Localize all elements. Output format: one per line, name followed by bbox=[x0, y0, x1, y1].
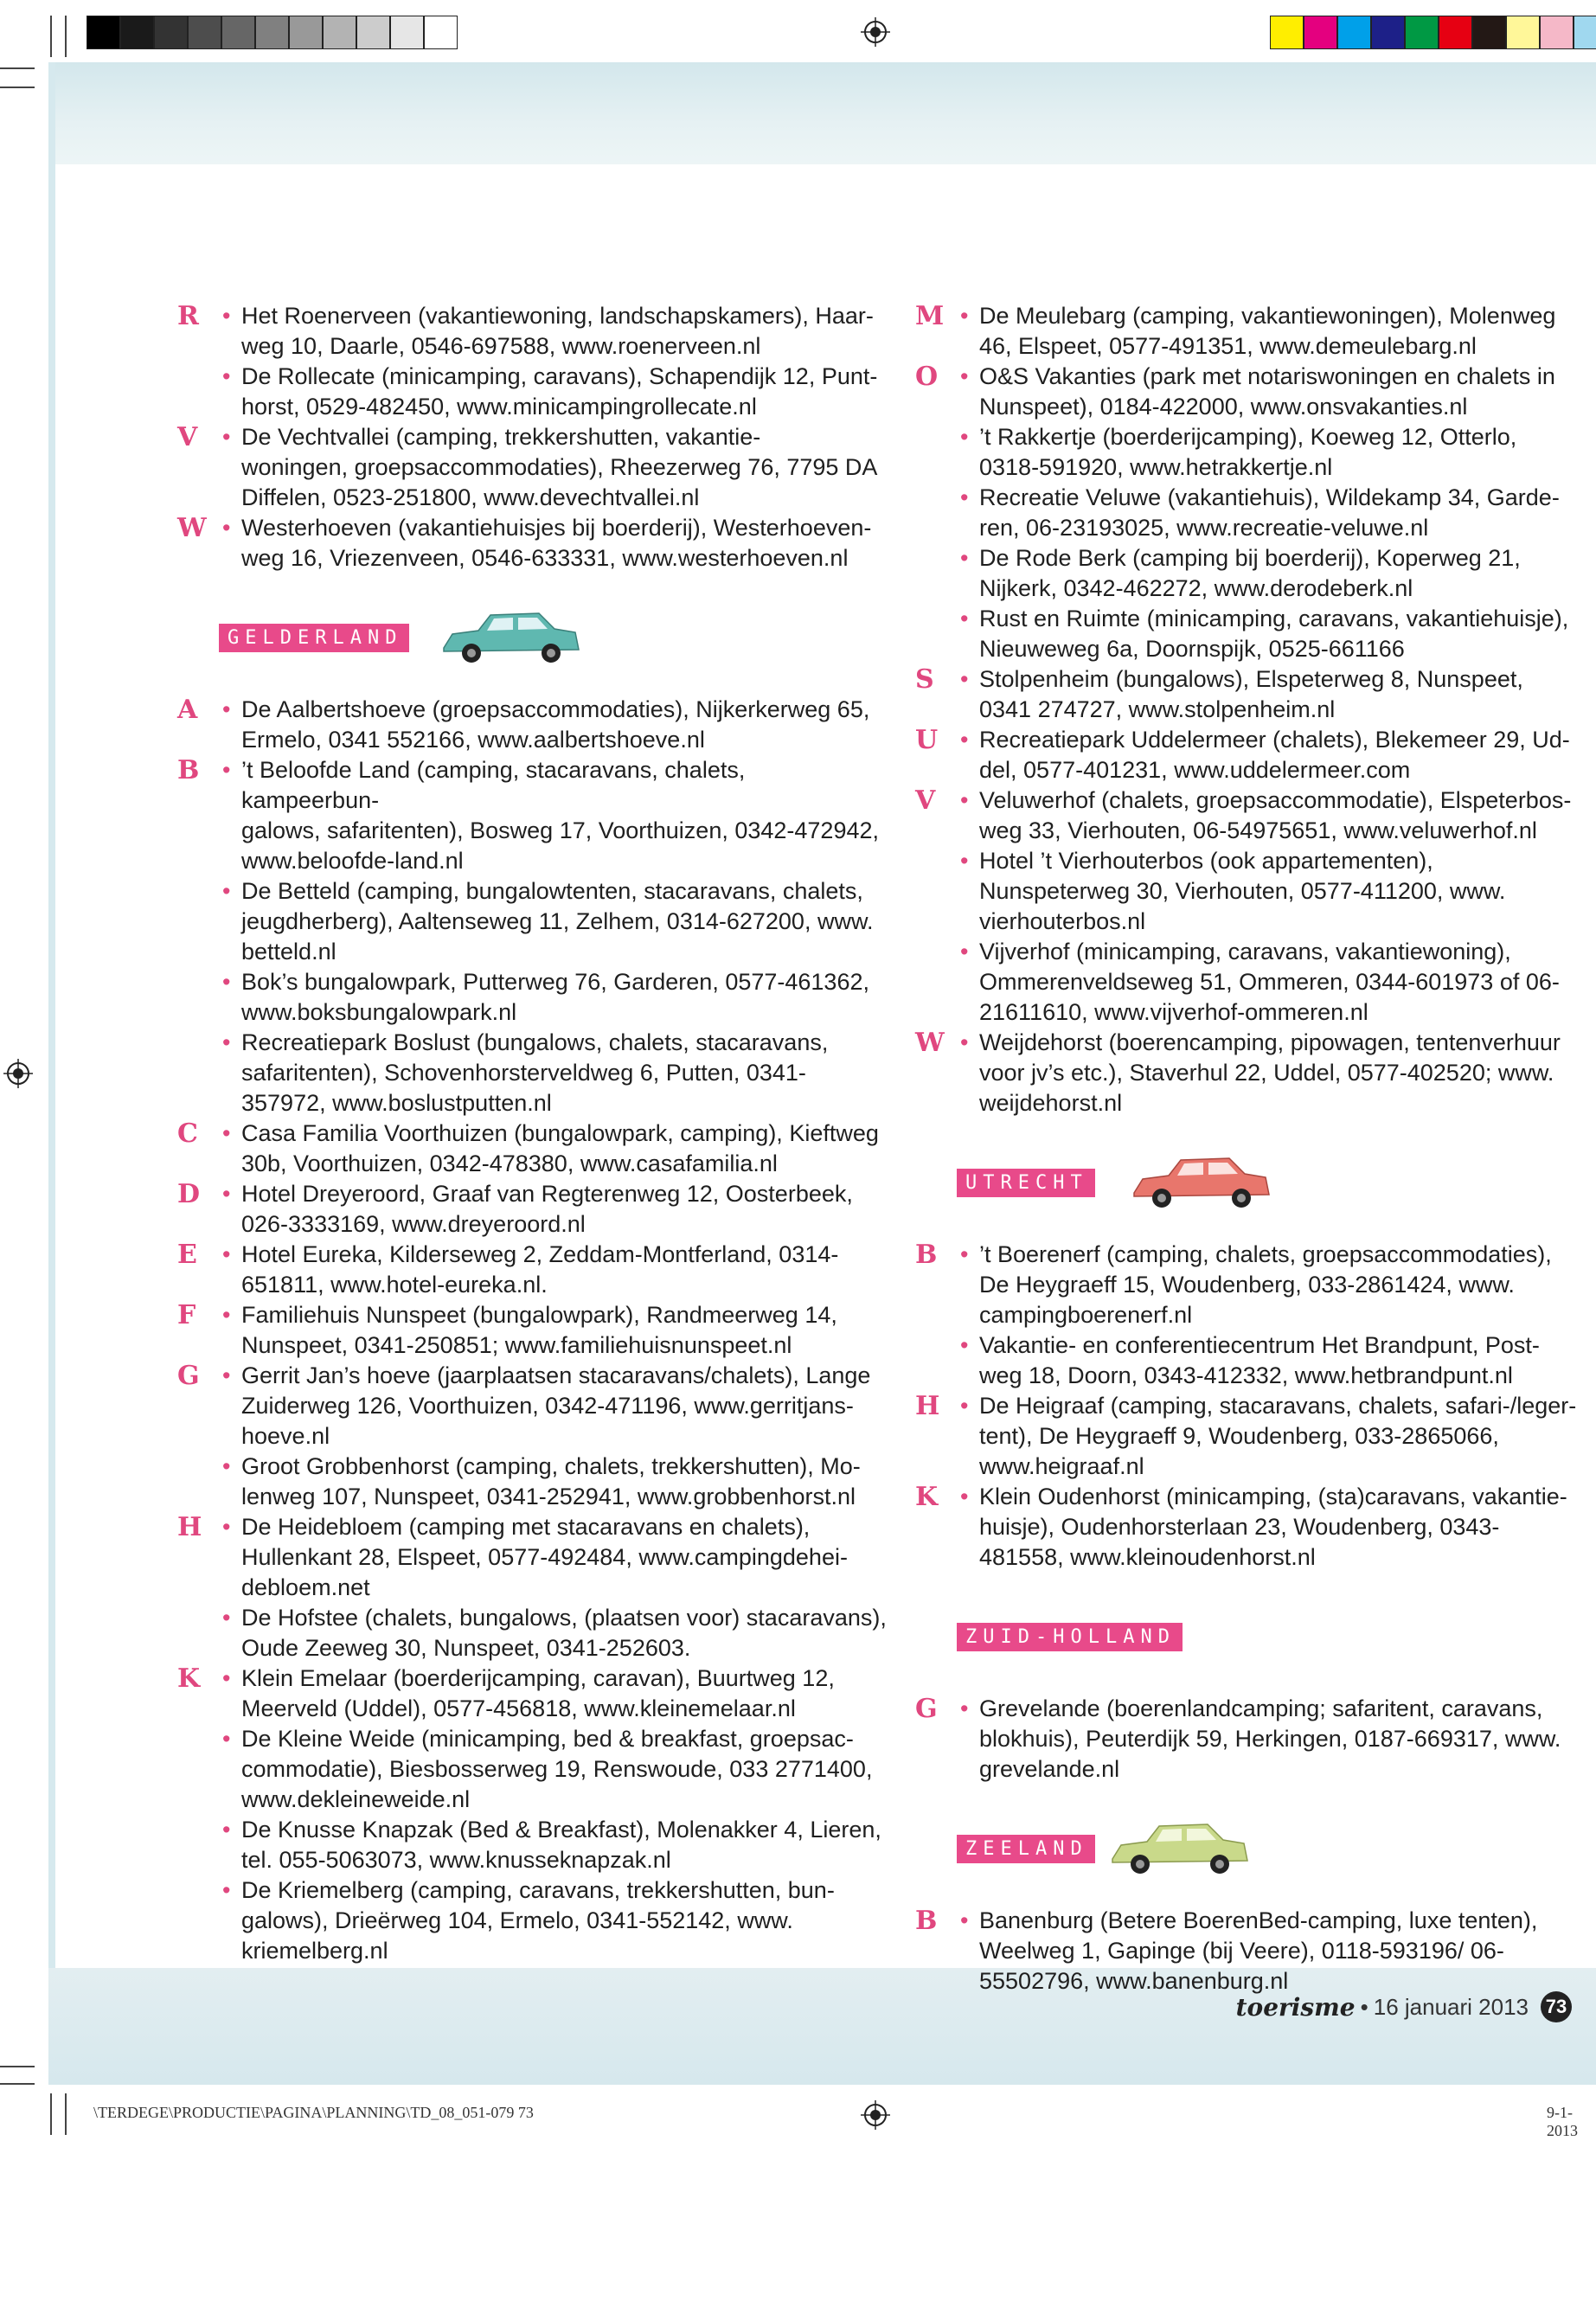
crop-mark bbox=[0, 2083, 35, 2085]
slug-file-path: \TERDEGE\PRODUCTIE\PAGINA\PLANNING\TD_08_051-079 73 bbox=[93, 2104, 534, 2121]
crop-mark bbox=[0, 67, 35, 69]
listing-text-line: De Betteld (camping, bungalowtenten, stacaravans, chalets, bbox=[241, 878, 863, 904]
page-header-band bbox=[48, 62, 1596, 164]
listing-entry bbox=[915, 422, 1596, 483]
listing-text-line: 0341 274727, www.stolpenheim.nl bbox=[979, 696, 1336, 722]
index-letter: B bbox=[915, 1240, 938, 1270]
listing-text-line: huisje), Oudenhorsterlaan 23, Woudenberg, 0343- bbox=[979, 1514, 1500, 1540]
listing-entry bbox=[177, 1028, 887, 1118]
listing-text-line: Grevelande (boerenlandcamping; safaritent, caravans, bbox=[979, 1695, 1543, 1721]
listing-entry bbox=[177, 967, 887, 1028]
crop-mark bbox=[0, 87, 35, 88]
color-swatch bbox=[221, 16, 255, 49]
listing-text-line: De Heygraeff 15, Woudenberg, 033-2861424, www. bbox=[979, 1272, 1515, 1298]
entry-list bbox=[915, 1906, 1596, 1997]
listing-text-line: Hullenkant 28, Elspeet, 0577-492484, www.campingdehei- bbox=[241, 1544, 848, 1570]
listing-text-line: www.dekleineweide.nl bbox=[241, 1786, 471, 1812]
listing-text-line: weg 10, Daarle, 0546-697588, www.roenerveen.nl bbox=[241, 333, 761, 359]
process-color-bar bbox=[1270, 16, 1596, 49]
listing-text-line: del, 0577-401231, www.uddelermeer.com bbox=[979, 757, 1411, 783]
listing-text-line: tel. 055-5063073, www.knusseknapzak.nl bbox=[241, 1847, 671, 1873]
bullet-icon: • bbox=[960, 787, 969, 813]
listing-text-line: De Aalbertshoeve (groepsaccommodaties), Nijkerkerweg 65, bbox=[241, 696, 870, 722]
listing-text-line: Recreatiepark Uddelermeer (chalets), Blekemeer 29, Ud- bbox=[979, 727, 1570, 753]
crop-mark bbox=[65, 2093, 67, 2135]
listing-text-line: Meerveld (Uddel), 0577-456818, www.kleinemelaar.nl bbox=[241, 1695, 796, 1721]
listing-entry bbox=[915, 543, 1596, 604]
listing-text-line: Het Roenerveen (vakantiewoning, landschapskamers), Haar- bbox=[241, 303, 874, 329]
listing-text-line: Recreatie Veluwe (vakantiehuis), Wildekamp 34, Garde- bbox=[979, 484, 1560, 510]
color-swatch bbox=[1439, 16, 1472, 49]
listing-text-line: woningen, groepsaccommodaties), Rheezerweg 76, 7795 DA bbox=[241, 454, 878, 480]
listing-entry bbox=[915, 846, 1596, 937]
listing-text-line: weijdehorst.nl bbox=[979, 1090, 1123, 1116]
color-swatch bbox=[1574, 16, 1596, 49]
section-header-utrecht bbox=[915, 1150, 1596, 1219]
listing-text-line: Klein Emelaar (boerderijcamping, caravan), Buurtweg 12, bbox=[241, 1665, 835, 1691]
listing-entry bbox=[915, 1028, 1596, 1118]
section-title: ZUID-HOLLAND bbox=[957, 1623, 1183, 1651]
listing-text-line: De Kriemelberg (camping, caravans, trekkershutten, bun- bbox=[241, 1877, 835, 1903]
entry-list bbox=[915, 301, 1596, 1118]
index-letter: R bbox=[177, 301, 199, 331]
listing-entry bbox=[177, 1361, 887, 1452]
listing-text-line: Nunspeet), 0184-422000, www.onsvakanties.nl bbox=[979, 394, 1468, 420]
listing-entry bbox=[915, 1240, 1596, 1330]
listing-text-line: Vakantie- en conferentiecentrum Het Brandpunt, Post- bbox=[979, 1332, 1540, 1358]
listing-text-line: Rust en Ruimte (minicamping, caravans, vakantiehuisje), bbox=[979, 606, 1569, 631]
bullet-icon: • bbox=[222, 969, 231, 995]
listing-entry bbox=[177, 755, 887, 876]
bullet-icon: • bbox=[960, 939, 969, 965]
listing-text-line: Groot Grobbenhorst (camping, chalets, trekkershutten), Mo- bbox=[241, 1453, 861, 1479]
listing-text-line: www.beloofde-land.nl bbox=[241, 848, 464, 874]
listing-entry bbox=[177, 1118, 887, 1179]
color-swatch bbox=[120, 16, 154, 49]
index-letter: F bbox=[177, 1300, 196, 1330]
color-swatch bbox=[1337, 16, 1371, 49]
color-swatch bbox=[154, 16, 188, 49]
crop-mark bbox=[50, 16, 52, 57]
listing-text-line: ’t Boerenerf (camping, chalets, groepsaccommodaties), bbox=[979, 1241, 1552, 1267]
bullet-icon: • bbox=[222, 1605, 231, 1631]
listing-text-line: Familiehuis Nunspeet (bungalowpark), Randmeerweg 14, bbox=[241, 1302, 837, 1328]
listing-entry bbox=[915, 1694, 1596, 1785]
listing-text-line: 481558, www.kleinoudenhorst.nl bbox=[979, 1544, 1316, 1570]
listing-entry bbox=[177, 1663, 887, 1724]
listing-text-line: De Meulebarg (camping, vakantiewoningen), Molenweg bbox=[979, 303, 1556, 329]
color-swatch bbox=[1472, 16, 1506, 49]
listing-text-line: ren, 06-23193025, www.recreatie-veluwe.nl bbox=[979, 515, 1429, 541]
listing-text-line: jeugdherberg), Aaltenseweg 11, Zelhem, 0314-627200, www. bbox=[241, 908, 874, 934]
index-letter: G bbox=[177, 1361, 200, 1391]
listing-entry bbox=[177, 422, 887, 513]
index-letter: S bbox=[915, 664, 934, 695]
color-swatch bbox=[1371, 16, 1405, 49]
listing-entry bbox=[177, 1240, 887, 1300]
crop-mark bbox=[0, 2066, 35, 2067]
listing-text-line: Nijkerk, 0342-462272, www.derodeberk.nl bbox=[979, 575, 1413, 601]
color-swatch bbox=[390, 16, 424, 49]
listing-text-line: De Hofstee (chalets, bungalows, (plaatsen voor) stacaravans), bbox=[241, 1605, 887, 1631]
index-letter: V bbox=[177, 422, 198, 452]
listing-entry bbox=[177, 1452, 887, 1512]
index-letter: D bbox=[177, 1179, 201, 1209]
listing-text-line: Casa Familia Voorthuizen (bungalowpark, camping), Kieftweg bbox=[241, 1120, 879, 1146]
listing-entry bbox=[177, 1512, 887, 1603]
listing-entry bbox=[915, 1330, 1596, 1391]
listing-text-line: ’t Beloofde Land (camping, stacaravans, chalets, kampeerbun- bbox=[241, 757, 746, 813]
listing-entry bbox=[915, 362, 1596, 422]
left-column bbox=[177, 301, 887, 1966]
section-title: UTRECHT bbox=[957, 1169, 1095, 1197]
listing-text-line: Recreatiepark Boslust (bungalows, chalets, stacaravans, bbox=[241, 1029, 829, 1055]
index-letter: V bbox=[915, 785, 936, 816]
section-title: ZEELAND bbox=[957, 1835, 1095, 1863]
bullet-icon: • bbox=[960, 484, 969, 510]
listing-text-line: grevelande.nl bbox=[979, 1756, 1120, 1782]
index-letter: U bbox=[915, 725, 939, 755]
entry-list bbox=[177, 301, 887, 574]
index-letter: W bbox=[177, 513, 207, 543]
listing-text-line: hoeve.nl bbox=[241, 1423, 330, 1449]
listing-text-line: 357972, www.boslustputten.nl bbox=[241, 1090, 552, 1116]
color-swatch bbox=[424, 16, 458, 49]
page-side-band bbox=[48, 62, 55, 2085]
listing-text-line: Stolpenheim (bungalows), Elspeterweg 8, Nunspeet, bbox=[979, 666, 1523, 692]
listing-text-line: Diffelen, 0523-251800, www.devechtvallei.nl bbox=[241, 484, 700, 510]
bullet-icon: • bbox=[960, 848, 969, 874]
bullet-icon: • bbox=[960, 1029, 969, 1055]
color-swatch bbox=[1540, 16, 1574, 49]
color-swatch bbox=[87, 16, 120, 49]
listing-entry bbox=[915, 604, 1596, 664]
listing-text-line: tent), De Heygraeff 9, Woudenberg, 033-2865066, bbox=[979, 1423, 1499, 1449]
page-number: 73 bbox=[1541, 1991, 1572, 2022]
bullet-icon: • bbox=[960, 1332, 969, 1358]
bullet-icon: • bbox=[960, 1907, 969, 1933]
listing-entry bbox=[177, 1603, 887, 1663]
listing-text-line: blokhuis), Peuterdijk 59, Herkingen, 0187-669317, www. bbox=[979, 1726, 1561, 1752]
listing-text-line: De Heidebloem (camping met stacaravans en chalets), bbox=[241, 1514, 811, 1540]
entry-list bbox=[915, 1694, 1596, 1785]
bullet-icon: • bbox=[222, 1514, 231, 1540]
listing-text-line: 651811, www.hotel-eureka.nl. bbox=[241, 1272, 548, 1298]
bullet-icon: • bbox=[960, 363, 969, 389]
bullet-icon: • bbox=[960, 666, 969, 692]
listing-text-line: Vijverhof (minicamping, caravans, vakantiewoning), bbox=[979, 939, 1511, 965]
listing-text-line: weg 18, Doorn, 0343-412332, www.hetbrandpunt.nl bbox=[979, 1362, 1513, 1388]
bullet-icon: • bbox=[222, 1665, 231, 1691]
index-letter: C bbox=[177, 1118, 198, 1149]
section-header-zuid-holland bbox=[915, 1604, 1596, 1673]
listing-entry bbox=[915, 664, 1596, 725]
bullet-icon: • bbox=[222, 303, 231, 329]
listing-text-line: Klein Oudenhorst (minicamping, (sta)caravans, vakantie- bbox=[979, 1484, 1567, 1509]
listing-text-line: De Heigraaf (camping, stacaravans, chalets, safari-/leger- bbox=[979, 1393, 1577, 1419]
listing-text-line: Veluwerhof (chalets, groepsaccommodatie), Elspeterbos- bbox=[979, 787, 1572, 813]
index-letter: B bbox=[915, 1906, 938, 1936]
listing-text-line: galows), Drieërweg 104, Ermelo, 0341-552142, www. bbox=[241, 1907, 793, 1933]
bullet-icon: • bbox=[222, 757, 231, 783]
bullet-icon: • bbox=[960, 1695, 969, 1721]
listing-text-line: 30b, Voorthuizen, 0342-478380, www.casafamilia.nl bbox=[241, 1150, 778, 1176]
listing-text-line: weg 16, Vriezenveen, 0546-633331, www.westerhoeven.nl bbox=[241, 545, 849, 571]
listing-text-line: 0318-591920, www.hetrakkertje.nl bbox=[979, 454, 1333, 480]
listing-text-line: De Rode Berk (camping bij boerderij), Koperweg 21, bbox=[979, 545, 1521, 571]
listing-text-line: www.heigraaf.nl bbox=[979, 1453, 1144, 1479]
listing-text-line: 55502796, www.banenburg.nl bbox=[979, 1968, 1289, 1994]
listing-text-line: kriemelberg.nl bbox=[241, 1938, 388, 1964]
listing-entry bbox=[177, 876, 887, 967]
section-header-gelderland bbox=[177, 605, 887, 674]
listing-entry bbox=[915, 1482, 1596, 1573]
bullet-icon: • bbox=[222, 1817, 231, 1843]
listing-entry bbox=[177, 1300, 887, 1361]
listing-entry bbox=[915, 1906, 1596, 1997]
listing-text-line: Gerrit Jan’s hoeve (jaarplaatsen stacaravans/chalets), Lange bbox=[241, 1362, 871, 1388]
bullet-icon: • bbox=[222, 1029, 231, 1055]
bullet-icon: • bbox=[222, 1362, 231, 1388]
listing-text-line: De Vechtvallei (camping, trekkershutten, vakantie- bbox=[241, 424, 761, 450]
listing-text-line: 026-3333169, www.dreyeroord.nl bbox=[241, 1211, 586, 1237]
index-letter: A bbox=[177, 695, 198, 725]
bullet-icon: • bbox=[960, 727, 969, 753]
color-swatch bbox=[323, 16, 356, 49]
listing-text-line: De Knusse Knapzak (Bed & Breakfast), Molenakker 4, Lieren, bbox=[241, 1817, 881, 1843]
bullet-icon: • bbox=[222, 1302, 231, 1328]
bullet-icon: • bbox=[222, 696, 231, 722]
listing-text-line: Ermelo, 0341 552166, www.aalbertshoeve.nl bbox=[241, 727, 705, 753]
listing-text-line: campingboerenerf.nl bbox=[979, 1302, 1193, 1328]
index-letter: E bbox=[177, 1240, 197, 1270]
entry-list bbox=[915, 1240, 1596, 1573]
listing-text-line: weg 33, Vierhouten, 06-54975651, www.veluwerhof.nl bbox=[979, 817, 1537, 843]
bullet-icon: • bbox=[960, 606, 969, 631]
car-icon bbox=[437, 605, 584, 674]
bullet-icon: • bbox=[222, 424, 231, 450]
index-letter: K bbox=[915, 1482, 939, 1512]
bullet-icon: • bbox=[222, 515, 231, 541]
color-swatch bbox=[1270, 16, 1304, 49]
index-letter: K bbox=[177, 1663, 201, 1694]
listing-text-line: Nieuweweg 6a, Doornspijk, 0525-661166 bbox=[979, 636, 1405, 662]
index-letter: O bbox=[915, 362, 939, 392]
listing-entry bbox=[915, 785, 1596, 846]
right-column bbox=[915, 301, 1596, 1997]
footer-separator: • bbox=[1360, 1993, 1368, 2020]
bullet-icon: • bbox=[960, 424, 969, 450]
registration-mark-icon bbox=[3, 1059, 33, 1088]
listing-text-line: lenweg 107, Nunspeet, 0341-252941, www.grobbenhorst.nl bbox=[241, 1484, 856, 1509]
color-swatch bbox=[356, 16, 390, 49]
listing-entry bbox=[177, 1179, 887, 1240]
listing-text-line: Oude Zeeweg 30, Nunspeet, 0341-252603. bbox=[241, 1635, 691, 1661]
listing-entry bbox=[915, 937, 1596, 1028]
bullet-icon: • bbox=[222, 1181, 231, 1207]
listing-text-line: Nunspeterweg 30, Vierhouten, 0577-411200, www. bbox=[979, 878, 1506, 904]
index-letter: W bbox=[915, 1028, 945, 1058]
listing-text-line: galows, safaritenten), Bosweg 17, Voorthuizen, 0342-472942, bbox=[241, 817, 879, 843]
listing-text-line: O&S Vakanties (park met notariswoningen en chalets in bbox=[979, 363, 1555, 389]
listing-entry bbox=[177, 1815, 887, 1875]
listing-entry bbox=[177, 1724, 887, 1815]
listing-text-line: betteld.nl bbox=[241, 939, 337, 965]
bullet-icon: • bbox=[222, 878, 231, 904]
listing-text-line: debloem.net bbox=[241, 1574, 370, 1600]
index-letter: H bbox=[177, 1512, 202, 1542]
listing-text-line: Weijdehorst (boerencamping, pipowagen, tentenverhuur bbox=[979, 1029, 1561, 1055]
listing-text-line: De Rollecate (minicamping, caravans), Schapendijk 12, Punt- bbox=[241, 363, 878, 389]
index-letter: B bbox=[177, 755, 200, 785]
listing-entry bbox=[915, 483, 1596, 543]
color-swatch bbox=[1506, 16, 1540, 49]
listing-text-line: Banenburg (Betere BoerenBed-camping, luxe tenten), bbox=[979, 1907, 1538, 1933]
car-icon bbox=[1106, 1816, 1253, 1885]
listing-entry bbox=[177, 695, 887, 755]
listing-text-line: ’t Rakkertje (boerderijcamping), Koeweg 12, Otterlo, bbox=[979, 424, 1517, 450]
color-swatch bbox=[255, 16, 289, 49]
listing-text-line: Ommerenveldseweg 51, Ommeren, 0344-601973 of 06- bbox=[979, 969, 1560, 995]
listing-text-line: horst, 0529-482450, www.minicampingrollecate.nl bbox=[241, 394, 757, 420]
listing-text-line: Weelweg 1, Gapinge (bij Veere), 0118-593196/ 06- bbox=[979, 1938, 1504, 1964]
listing-text-line: De Kleine Weide (minicamping, bed & breakfast, groepsac- bbox=[241, 1726, 854, 1752]
bullet-icon: • bbox=[222, 1120, 231, 1146]
listing-text-line: Hotel ’t Vierhouterbos (ook appartementen), bbox=[979, 848, 1433, 874]
color-swatch bbox=[1405, 16, 1439, 49]
listing-text-line: Nunspeet, 0341-250851; www.familiehuisnunspeet.nl bbox=[241, 1332, 792, 1358]
listing-text-line: Westerhoeven (vakantiehuisjes bij boerderij), Westerhoeven- bbox=[241, 515, 872, 541]
listing-text-line: 46, Elspeet, 0577-491351, www.demeulebarg.nl bbox=[979, 333, 1477, 359]
listing-entry bbox=[915, 1391, 1596, 1482]
section-header-zeeland bbox=[915, 1816, 1596, 1885]
entry-list bbox=[177, 695, 887, 1966]
listing-entry bbox=[177, 1875, 887, 1966]
bullet-icon: • bbox=[222, 363, 231, 389]
index-letter: G bbox=[915, 1694, 938, 1724]
color-swatch bbox=[1304, 16, 1337, 49]
listing-entry bbox=[915, 301, 1596, 362]
bullet-icon: • bbox=[960, 1241, 969, 1267]
color-swatch bbox=[289, 16, 323, 49]
grayscale-color-bar bbox=[87, 16, 458, 49]
bullet-icon: • bbox=[222, 1453, 231, 1479]
listing-text-line: Hotel Eureka, Kilderseweg 2, Zeddam-Montferland, 0314- bbox=[241, 1241, 839, 1267]
color-swatch bbox=[188, 16, 221, 49]
bullet-icon: • bbox=[222, 1877, 231, 1903]
index-letter: M bbox=[915, 301, 945, 331]
index-letter: H bbox=[915, 1391, 940, 1421]
listing-entry bbox=[177, 362, 887, 422]
listing-text-line: safaritenten), Schovenhorsterveldweg 6, Putten, 0341- bbox=[241, 1060, 806, 1086]
bullet-icon: • bbox=[960, 545, 969, 571]
section-title: GELDERLAND bbox=[219, 624, 409, 652]
crop-mark bbox=[65, 16, 67, 57]
magazine-brand: toerisme bbox=[1235, 1992, 1356, 2022]
listing-text-line: voor jv’s etc.), Staverhul 22, Uddel, 0577-402520; www. bbox=[979, 1060, 1554, 1086]
listing-text-line: www.boksbungalowpark.nl bbox=[241, 999, 517, 1025]
listing-entry bbox=[915, 725, 1596, 785]
listing-text-line: commodatie), Biesbosserweg 19, Renswoude, 033 2771400, bbox=[241, 1756, 873, 1782]
listing-text-line: vierhouterbos.nl bbox=[979, 908, 1146, 934]
listing-text-line: Bok’s bungalowpark, Putterweg 76, Garderen, 0577-461362, bbox=[241, 969, 869, 995]
listing-text-line: Zuiderweg 126, Voorthuizen, 0342-471196, www.gerritjans- bbox=[241, 1393, 854, 1419]
listing-text-line: 21611610, www.vijverhof-ommeren.nl bbox=[979, 999, 1368, 1025]
listing-entry bbox=[177, 301, 887, 362]
bullet-icon: • bbox=[222, 1241, 231, 1267]
car-icon bbox=[1123, 1150, 1279, 1219]
bullet-icon: • bbox=[960, 1484, 969, 1509]
issue-date: 16 januari 2013 bbox=[1373, 1993, 1529, 2020]
page-footer bbox=[1236, 1991, 1572, 2022]
registration-mark-icon bbox=[861, 17, 890, 47]
bullet-icon: • bbox=[222, 1726, 231, 1752]
bullet-icon: • bbox=[960, 303, 969, 329]
listing-text-line: Hotel Dreyeroord, Graaf van Regterenweg 12, Oosterbeek, bbox=[241, 1181, 853, 1207]
registration-mark-icon bbox=[861, 2100, 890, 2130]
slug-date: 9-1-2013 bbox=[1547, 2104, 1578, 2139]
bullet-icon: • bbox=[960, 1393, 969, 1419]
crop-mark bbox=[50, 2093, 52, 2135]
listing-entry bbox=[177, 513, 887, 574]
